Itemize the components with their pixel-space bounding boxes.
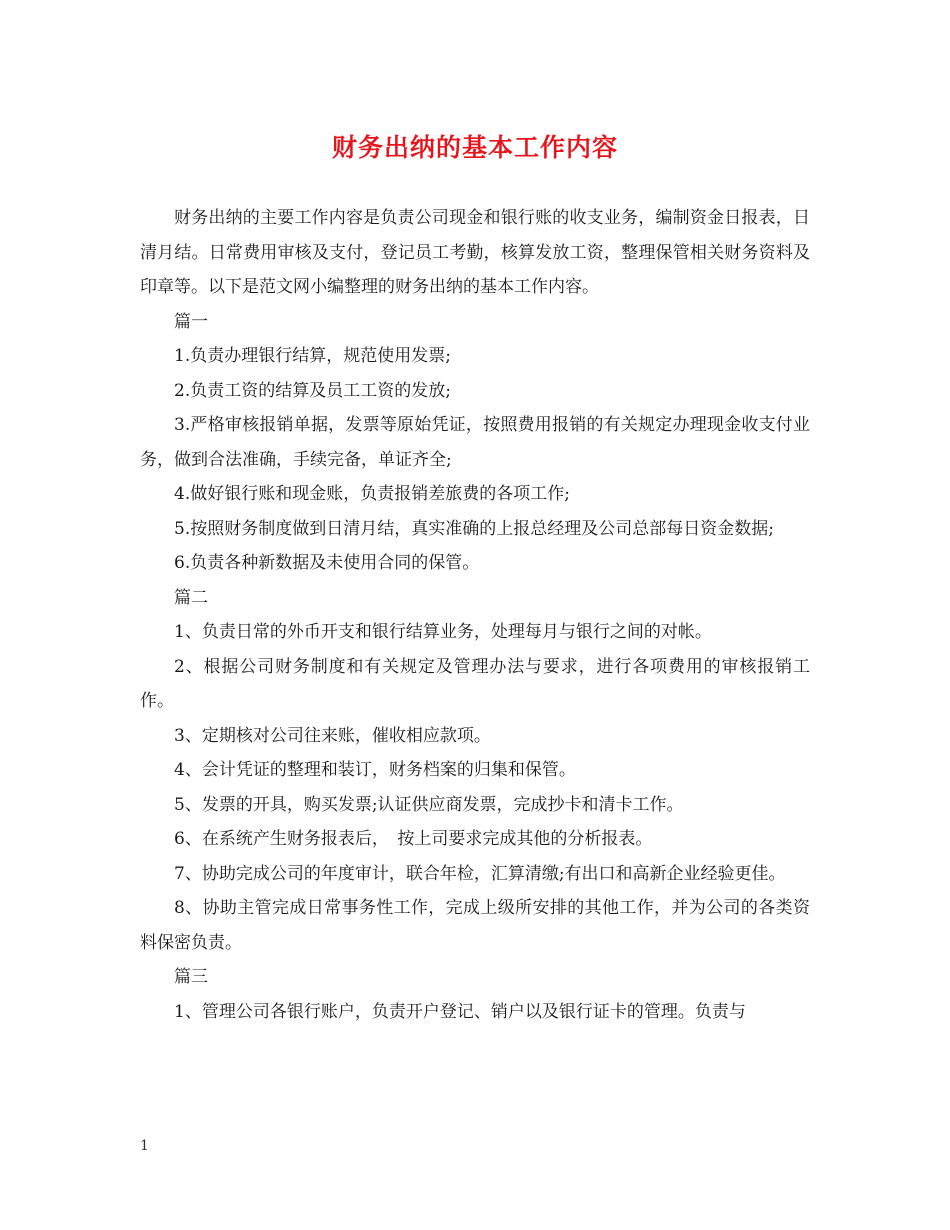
document-body: [140, 201, 810, 1029]
section-heading-2: 篇二: [174, 587, 208, 608]
list-item: 1.负责办理银行结算，规范使用发票;: [174, 346, 451, 366]
section-heading-1: 篇一: [174, 311, 208, 332]
list-item: 1、负责日常的外币开支和银行结算业务，处理每月与银行之间的对帐。: [174, 622, 712, 642]
list-item: 6、在系统产生财务报表后， 按上司要求完成其他的分析报表。: [174, 829, 653, 849]
list-item: 5、发票的开具，购买发票;认证供应商发票，完成抄卡和清卡工作。: [174, 794, 684, 815]
paragraph-intro: 财务出纳的主要工作内容是负责公司现金和银行账的收支业务，编制资金日报表，日清月结。日常费用审核及支付，登记员工考勤，核算发放工资，整理保管相关财务资料及印章等。以下是范文网小编整理的财务出纳的基本工作内容。: [140, 208, 810, 297]
section-heading-3: 篇三: [174, 967, 208, 987]
list-item: 2、根据公司财务制度和有关规定及管理办法与要求，进行各项费用的审核报销工作。: [140, 656, 810, 711]
list-item: 3.严格审核报销单据，发票等原始凭证，按照费用报销的有关规定办理现金收支付业务，做到合法准确，手续完备，单证齐全;: [140, 415, 810, 470]
list-item: 4.做好银行账和现金账，负责报销差旅费的各项工作;: [174, 484, 570, 504]
list-item: 8、协助主管完成日常事务性工作，完成上级所安排的其他工作，并为公司的各类资料保密负责。: [140, 898, 810, 953]
list-item: 2.负责工资的结算及员工工资的发放;: [174, 380, 451, 401]
list-item: 4、会计凭证的整理和装订，财务档案的归集和保管。: [174, 760, 576, 780]
list-item: 7、协助完成公司的年度审计，联合年检，汇算清缴;有出口和高新企业经验更佳。: [174, 863, 786, 884]
list-item: 5.按照财务制度做到日清月结，真实准确的上报总经理及公司总部每日资金数据;: [174, 518, 774, 539]
list-item: 1、管理公司各银行账户，负责开户登记、销户以及银行证卡的管理。负责与: [174, 1001, 746, 1022]
page-number: 1: [140, 1138, 149, 1154]
document-title: 财务出纳的基本工作内容: [331, 133, 618, 162]
list-item: 6.负责各种新数据及未使用合同的保管。: [174, 553, 480, 573]
list-item: 3、定期核对公司往来账，催收相应款项。: [174, 725, 491, 746]
